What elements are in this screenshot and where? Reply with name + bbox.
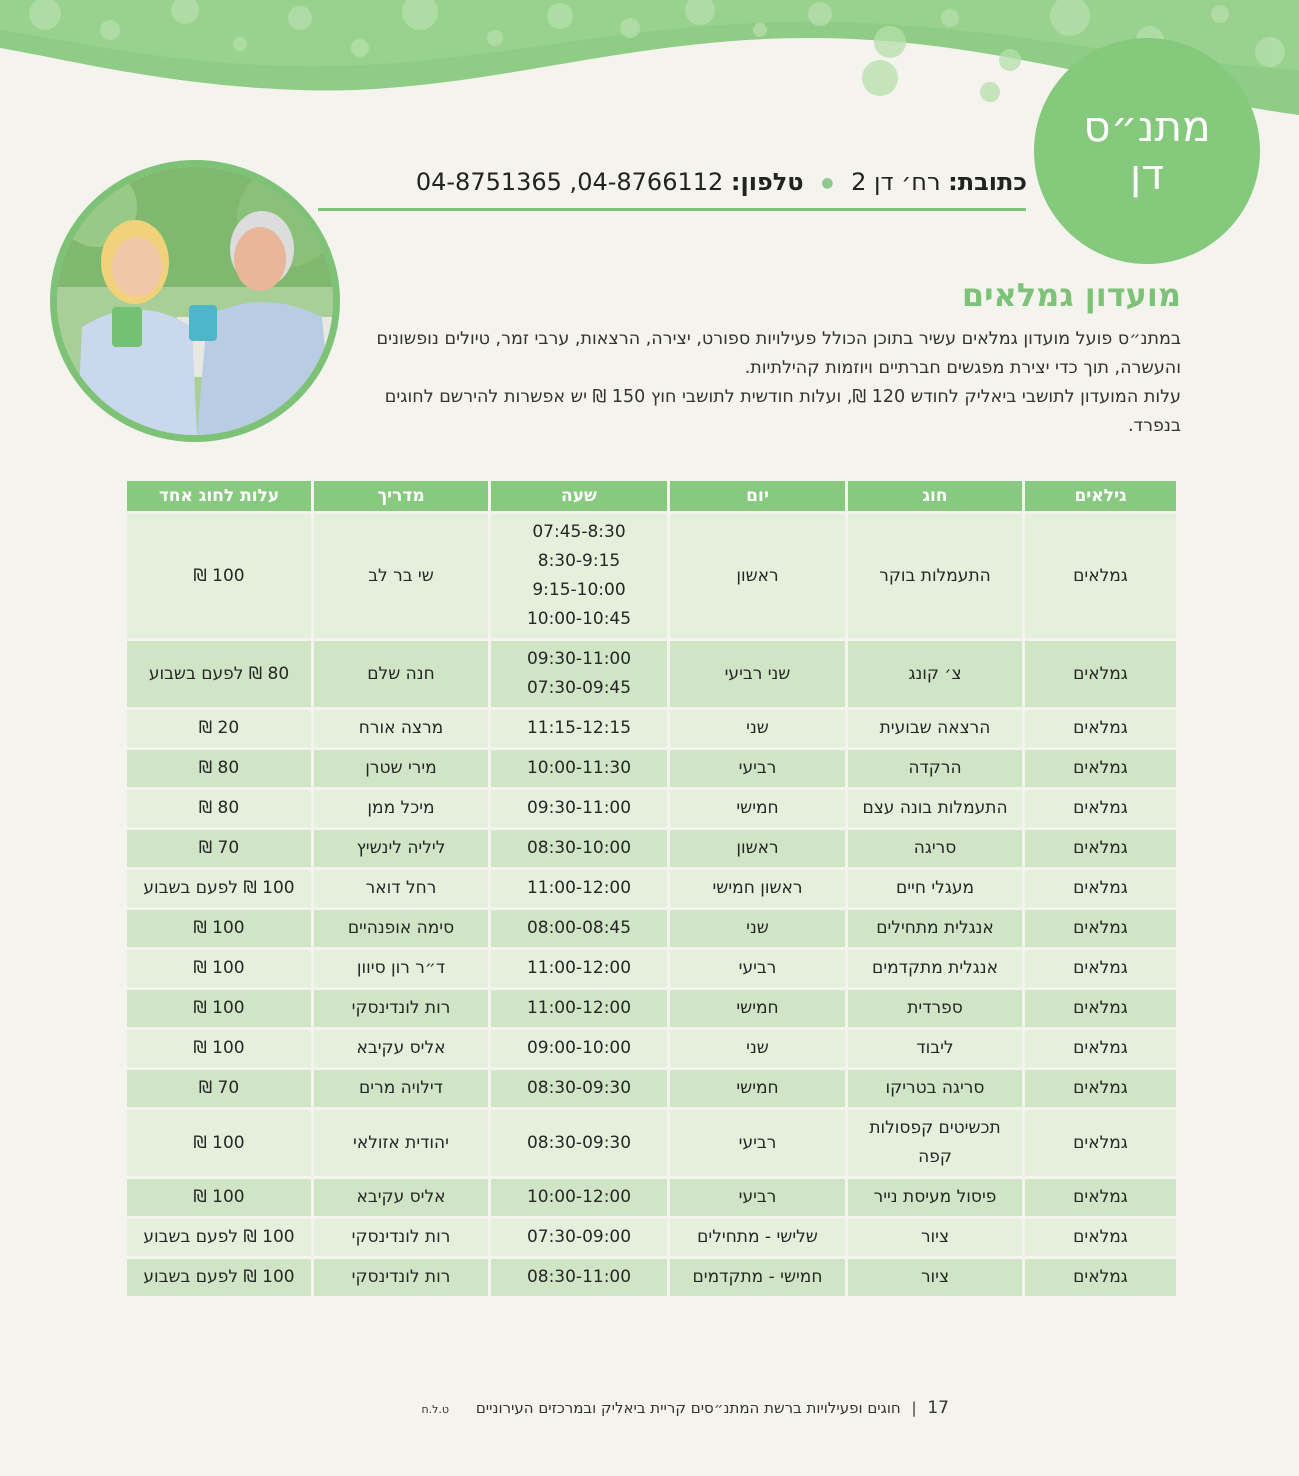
- time-slot: 08:30-09:30: [526, 1078, 632, 1098]
- footer-separator: |: [911, 1399, 917, 1417]
- table-row: [127, 514, 1176, 638]
- schedule-table: [124, 478, 1179, 1299]
- cell-day: ראשון: [670, 514, 845, 638]
- cell-cost: 100 ₪ לפעם בשבוע: [127, 1219, 311, 1256]
- header-time: שעה: [491, 481, 667, 511]
- cell-day: שלישי - מתחילים: [670, 1219, 845, 1256]
- table-row: [127, 750, 1176, 787]
- cell-cost: 100 ₪ לפעם בשבוע: [127, 1259, 311, 1296]
- section-title: מועדון גמלאים: [961, 276, 1181, 314]
- cell-time: [491, 641, 667, 707]
- cell-day: חמישי: [670, 1070, 845, 1107]
- cell-activity: פיסול מעיסת נייר: [848, 1179, 1022, 1216]
- table-row: [127, 870, 1176, 907]
- table-row: [127, 950, 1176, 987]
- header-activity: חוג: [848, 481, 1022, 511]
- table-row: [127, 990, 1176, 1027]
- cell-activity: תכשיטים קפסולות קפה: [848, 1110, 1022, 1176]
- cell-age: גמלאים: [1025, 910, 1176, 947]
- cell-day: רביעי: [670, 950, 845, 987]
- cell-instructor: מיכל ממן: [314, 790, 488, 827]
- cell-instructor: מירי שטרן: [314, 750, 488, 787]
- time-slot: 11:00-12:00: [526, 878, 632, 898]
- cell-cost: 100 ₪ לפעם בשבוע: [127, 870, 311, 907]
- time-slot: 08:30-11:00: [526, 1267, 632, 1287]
- cell-instructor: אליס עקיבא: [314, 1030, 488, 1067]
- time-slot: 10:00-12:00: [526, 1187, 632, 1207]
- cell-age: גמלאים: [1025, 1110, 1176, 1176]
- cell-age: גמלאים: [1025, 1259, 1176, 1296]
- address-label: כתובת:: [948, 168, 1027, 196]
- cell-instructor: חנה שלם: [314, 641, 488, 707]
- cell-instructor: סימה אופנהיים: [314, 910, 488, 947]
- cell-time: [491, 1070, 667, 1107]
- club-description: [341, 325, 1181, 441]
- cell-time: [491, 1030, 667, 1067]
- cell-age: גמלאים: [1025, 830, 1176, 867]
- cell-instructor: דילויה מרים: [314, 1070, 488, 1107]
- cell-cost: 100 ₪: [127, 950, 311, 987]
- time-slot: 08:00-08:45: [526, 918, 632, 938]
- cell-cost: 100 ₪: [127, 1179, 311, 1216]
- cell-day: רביעי: [670, 1179, 845, 1216]
- header-rule: [318, 208, 1026, 211]
- time-slot: 8:30-9:15: [537, 551, 621, 571]
- cell-day: חמישי - מתקדמים: [670, 1259, 845, 1296]
- cell-instructor: מרצה אורח: [314, 710, 488, 747]
- cell-day: רביעי: [670, 1110, 845, 1176]
- header-cost: עלות לחוג אחד: [127, 481, 311, 511]
- table-row: [127, 1030, 1176, 1067]
- cell-cost: 100 ₪: [127, 1110, 311, 1176]
- seniors-photo: [50, 160, 340, 442]
- cell-age: גמלאים: [1025, 1219, 1176, 1256]
- cell-instructor: יהודית אזולאי: [314, 1110, 488, 1176]
- table-row: [127, 830, 1176, 867]
- cell-cost: 20 ₪: [127, 710, 311, 747]
- cell-time: [491, 870, 667, 907]
- table-row: [127, 1219, 1176, 1256]
- table-body: [127, 514, 1176, 1296]
- cell-day: שני: [670, 710, 845, 747]
- cell-cost: 100 ₪: [127, 1030, 311, 1067]
- cell-day: ראשון: [670, 830, 845, 867]
- cell-time: [491, 1219, 667, 1256]
- table-row: [127, 1259, 1176, 1296]
- cell-cost: 100 ₪: [127, 514, 311, 638]
- time-slot: 09:30-11:00: [526, 649, 632, 669]
- header-age: גילאים: [1025, 481, 1176, 511]
- time-slot: 07:30-09:45: [526, 678, 632, 698]
- cell-cost: 100 ₪: [127, 990, 311, 1027]
- cell-day: שני: [670, 910, 845, 947]
- time-slot: 11:00-12:00: [526, 998, 632, 1018]
- cell-cost: 80 ₪: [127, 750, 311, 787]
- cell-day: ראשון חמישי: [670, 870, 845, 907]
- cell-time: [491, 710, 667, 747]
- table-row: [127, 1070, 1176, 1107]
- cell-instructor: ליליה לינשיץ: [314, 830, 488, 867]
- time-slot: 10:00-11:30: [526, 758, 632, 778]
- cell-age: גמלאים: [1025, 1030, 1176, 1067]
- table-header-row: [127, 481, 1176, 511]
- time-slot: 11:00-12:00: [526, 958, 632, 978]
- cell-activity: ספרדית: [848, 990, 1022, 1027]
- page-number: 17: [927, 1398, 949, 1418]
- cell-age: גמלאים: [1025, 790, 1176, 827]
- time-slot: 9:15-10:00: [532, 580, 626, 600]
- cell-activity: אנגלית מתחילים: [848, 910, 1022, 947]
- cell-instructor: רות לונדינסקי: [314, 1259, 488, 1296]
- cell-day: חמישי: [670, 790, 845, 827]
- table-row: [127, 1179, 1176, 1216]
- time-slot: 11:15-12:15: [526, 718, 632, 738]
- cell-cost: 80 ₪: [127, 790, 311, 827]
- cell-day: רביעי: [670, 750, 845, 787]
- cell-activity: הרצאה שבועית: [848, 710, 1022, 747]
- table-row: [127, 641, 1176, 707]
- cell-activity: התעמלות בוקר: [848, 514, 1022, 638]
- table-row: [127, 710, 1176, 747]
- header-instructor: מדריך: [314, 481, 488, 511]
- cell-activity: הרקדה: [848, 750, 1022, 787]
- cell-age: גמלאים: [1025, 514, 1176, 638]
- cell-instructor: רחל דואר: [314, 870, 488, 907]
- cell-activity: סריגה: [848, 830, 1022, 867]
- cell-age: גמלאים: [1025, 990, 1176, 1027]
- separator-dot-icon: ●: [821, 175, 834, 191]
- cell-time: [491, 514, 667, 638]
- cell-activity: ציור: [848, 1259, 1022, 1296]
- cell-day: שני: [670, 1030, 845, 1067]
- table-row: [127, 790, 1176, 827]
- cell-time: [491, 1179, 667, 1216]
- phone-value: 04-8751365 ,04-8766112: [415, 168, 724, 196]
- cell-age: גמלאים: [1025, 710, 1176, 747]
- center-name-line1: מתנ״ס: [1083, 102, 1211, 151]
- center-name-line2: דן: [1129, 150, 1165, 199]
- cell-activity: סריגה בטריקו: [848, 1070, 1022, 1107]
- cell-cost: 70 ₪: [127, 1070, 311, 1107]
- cell-activity: ליבוד: [848, 1030, 1022, 1067]
- header-day: יום: [670, 481, 845, 511]
- cell-cost: 80 ₪ לפעם בשבוע: [127, 641, 311, 707]
- page-footer: [421, 1398, 949, 1418]
- center-name-badge: [1034, 38, 1260, 264]
- cell-time: [491, 910, 667, 947]
- time-slot: 10:00-10:45: [526, 609, 632, 629]
- cell-time: [491, 790, 667, 827]
- cell-age: גמלאים: [1025, 641, 1176, 707]
- cell-time: [491, 830, 667, 867]
- cell-cost: 70 ₪: [127, 830, 311, 867]
- cell-activity: מעגלי חיים: [848, 870, 1022, 907]
- description-paragraph-2: עלות המועדון לתושבי ביאליק לחודש 120 ₪, ועלות חודשית לתושבי חוץ 150 ₪ יש אפשרות להירשם לחוגים בנפרד.: [384, 387, 1181, 436]
- time-slot: 07:30-09:00: [526, 1227, 632, 1247]
- time-slot: 09:30-11:00: [526, 798, 632, 818]
- cell-time: [491, 750, 667, 787]
- table-row: [127, 910, 1176, 947]
- cell-activity: אנגלית מתקדמים: [848, 950, 1022, 987]
- cell-time: [491, 950, 667, 987]
- cell-instructor: רות לונדינסקי: [314, 990, 488, 1027]
- cell-instructor: ד״ר רון סיוון: [314, 950, 488, 987]
- phone-label: טלפון:: [730, 168, 804, 196]
- cell-activity: ציור: [848, 1219, 1022, 1256]
- table-row: [127, 1110, 1176, 1176]
- cell-activity: התעמלות בונה עצם: [848, 790, 1022, 827]
- cell-day: שני רביעי: [670, 641, 845, 707]
- cell-activity: צ׳ קונג: [848, 641, 1022, 707]
- cell-time: [491, 1259, 667, 1296]
- cell-age: גמלאים: [1025, 1179, 1176, 1216]
- time-slot: 09:00-10:00: [526, 1038, 632, 1058]
- cell-age: גמלאים: [1025, 750, 1176, 787]
- footer-text: חוגים ופעילויות ברשת המתנ״סים קריית ביאליק ובמרכזים העירוניים: [475, 1399, 901, 1417]
- address-value: רח׳ דן 2: [851, 168, 941, 196]
- cell-time: [491, 1110, 667, 1176]
- description-paragraph-1: במתנ״ס פועל מועדון גמלאים עשיר בתוכן הכולל פעילויות ספורט, יצירה, הרצאות, ערבי זמר, טיולים נופשונים והעשרה, תוך כדי יצירת מפגשים חברתיים ויוזמות קהילתיות.: [376, 329, 1181, 378]
- cell-day: חמישי: [670, 990, 845, 1027]
- cell-time: [491, 990, 667, 1027]
- footer-note: ט.ל.ח: [421, 1403, 450, 1416]
- contact-info: [416, 168, 1027, 196]
- time-slot: 08:30-10:00: [526, 838, 632, 858]
- cell-age: גמלאים: [1025, 1070, 1176, 1107]
- cell-instructor: רות לונדינסקי: [314, 1219, 488, 1256]
- cell-cost: 100 ₪: [127, 910, 311, 947]
- cell-age: גמלאים: [1025, 950, 1176, 987]
- cell-instructor: שי בר לב: [314, 514, 488, 638]
- time-slot: 08:30-09:30: [526, 1132, 632, 1153]
- cell-instructor: אליס עקיבא: [314, 1179, 488, 1216]
- time-slot: 07:45-8:30: [532, 522, 626, 542]
- cell-age: גמלאים: [1025, 870, 1176, 907]
